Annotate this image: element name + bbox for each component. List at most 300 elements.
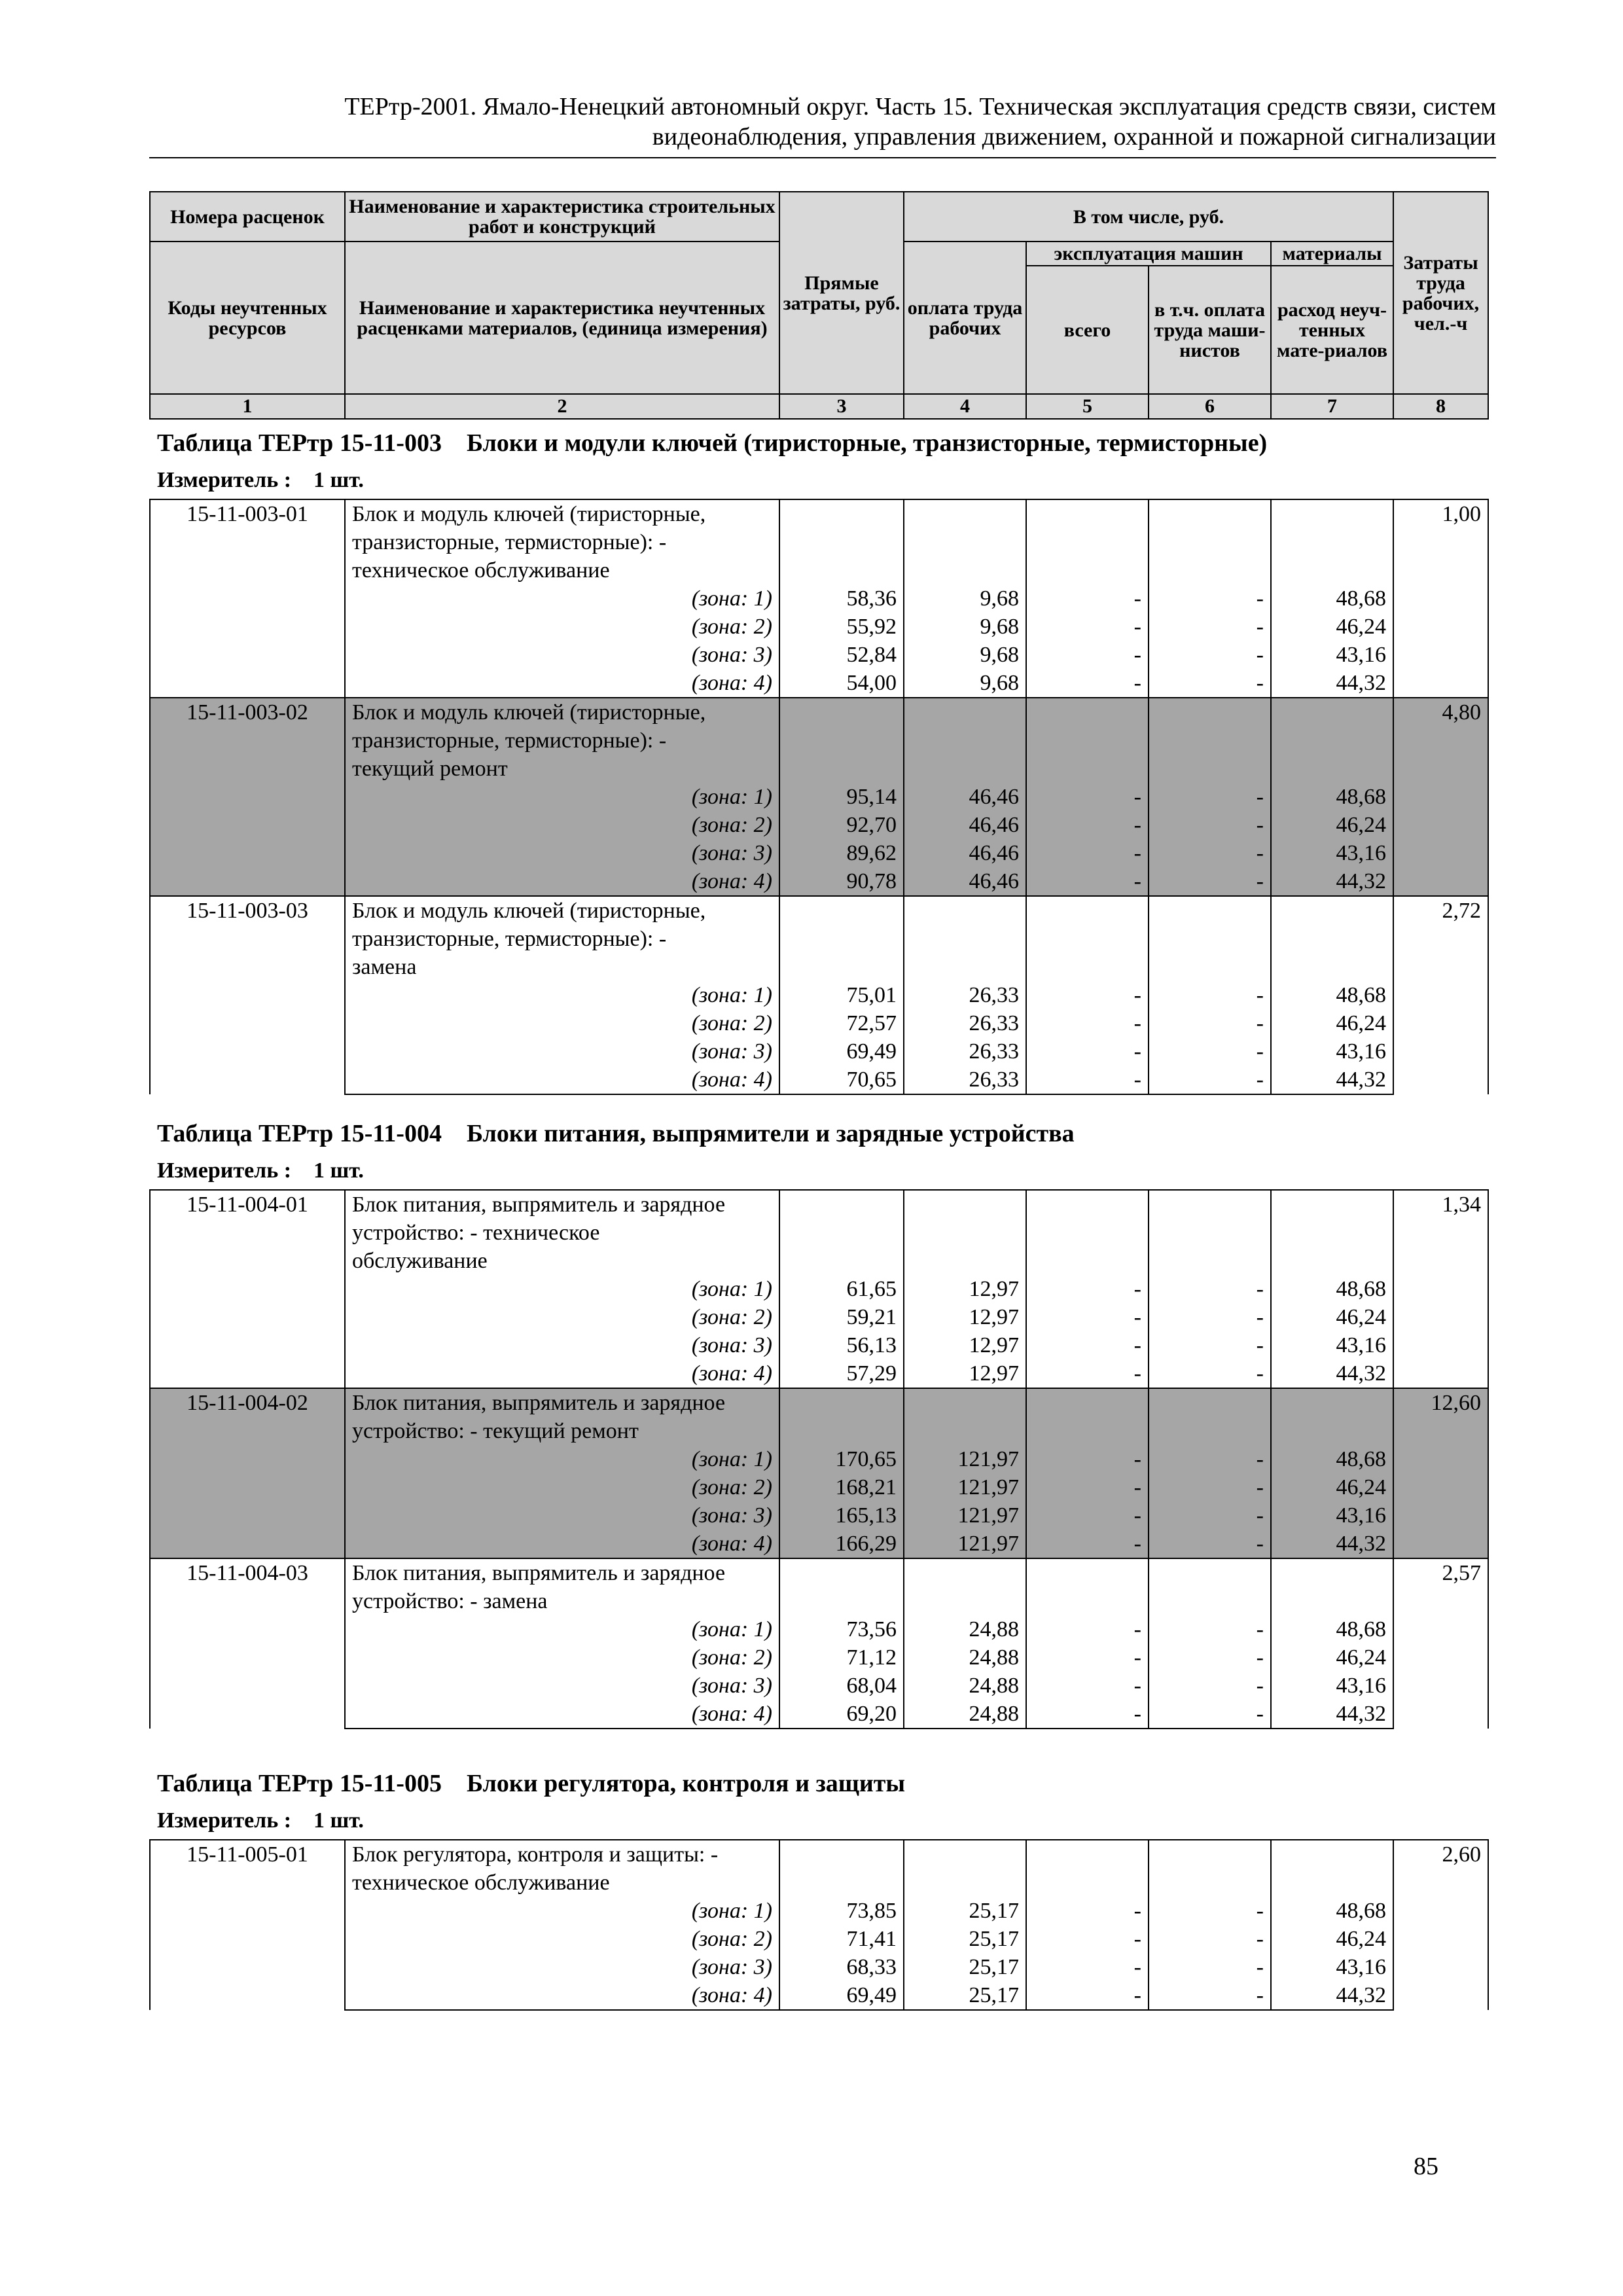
worker-wages: 12,97 <box>904 1303 1026 1331</box>
operator-wages: - <box>1149 1473 1271 1501</box>
materials-cost: 44,32 <box>1271 1530 1393 1558</box>
column-number: 1 <box>150 394 345 419</box>
labor-cost: 2,60 <box>1393 1840 1488 2010</box>
zone-row <box>150 839 1488 867</box>
header-materials-group: материалы <box>1271 242 1393 266</box>
rate-code: 15-11-004-03 <box>150 1558 345 1729</box>
empty-cell <box>1026 1388 1149 1445</box>
empty-cell <box>1026 1558 1149 1615</box>
zone-label: (зона: 2) <box>345 1473 779 1501</box>
operator-wages: - <box>1149 1925 1271 1953</box>
header-operator-wages: в т.ч. оплата труда маши-нистов <box>1149 266 1271 394</box>
rate-item-row <box>150 1558 1488 1615</box>
operator-wages: - <box>1149 1643 1271 1672</box>
direct-cost: 73,85 <box>779 1897 904 1925</box>
rate-name-line: Блок питания, выпрямитель и зарядное <box>352 1391 726 1415</box>
empty-cell <box>1149 499 1271 584</box>
empty-cell <box>1026 896 1149 981</box>
machines-total: - <box>1026 1953 1149 1981</box>
empty-cell <box>904 1190 1026 1275</box>
materials-cost: 48,68 <box>1271 584 1393 613</box>
rate-name-line: техническое обслуживание <box>352 558 610 583</box>
rate-code: 15-11-004-01 <box>150 1190 345 1388</box>
worker-wages: 12,97 <box>904 1331 1026 1359</box>
direct-cost: 61,65 <box>779 1275 904 1303</box>
zone-label: (зона: 3) <box>345 839 779 867</box>
rate-code: 15-11-003-03 <box>150 896 345 1094</box>
zone-row <box>150 1981 1488 2010</box>
machines-total: - <box>1026 1643 1149 1672</box>
zone-label: (зона: 3) <box>345 641 779 669</box>
machines-total: - <box>1026 1501 1149 1530</box>
materials-cost: 48,68 <box>1271 1445 1393 1473</box>
header-resource-codes: Коды неучтенных ресурсов <box>150 242 345 394</box>
machines-total: - <box>1026 669 1149 698</box>
rate-table <box>149 499 1489 1095</box>
materials-cost: 46,24 <box>1271 1303 1393 1331</box>
empty-cell <box>1271 499 1393 584</box>
column-number: 6 <box>1149 394 1271 419</box>
worker-wages: 9,68 <box>904 613 1026 641</box>
zone-label: (зона: 3) <box>345 1331 779 1359</box>
zone-label: (зона: 1) <box>345 1275 779 1303</box>
zone-label: (зона: 4) <box>345 1530 779 1558</box>
worker-wages: 12,97 <box>904 1359 1026 1388</box>
labor-cost: 12,60 <box>1393 1388 1488 1558</box>
rate-item-row <box>150 1388 1488 1445</box>
header-unaccounted-materials: расход неуч-тенных мате-риалов <box>1271 266 1393 394</box>
zone-label: (зона: 4) <box>345 867 779 896</box>
worker-wages: 24,88 <box>904 1615 1026 1643</box>
empty-cell <box>904 1558 1026 1615</box>
worker-wages: 24,88 <box>904 1643 1026 1672</box>
empty-cell <box>1026 499 1149 584</box>
direct-cost: 71,12 <box>779 1643 904 1672</box>
operator-wages: - <box>1149 1009 1271 1037</box>
operator-wages: - <box>1149 839 1271 867</box>
header-including-group: В том числе, руб. <box>904 192 1393 242</box>
zone-label: (зона: 3) <box>345 1672 779 1700</box>
operator-wages: - <box>1149 1953 1271 1981</box>
rate-name-line: транзисторные, термисторные): - <box>352 530 667 554</box>
header-material-name: Наименование и характеристика неучтенных расценками материалов, (единица измерения) <box>345 242 779 394</box>
direct-cost: 68,33 <box>779 1953 904 1981</box>
machines-total: - <box>1026 783 1149 811</box>
rate-name-line: обслуживание <box>352 1249 488 1273</box>
zone-row <box>150 669 1488 698</box>
running-header <box>149 92 1496 152</box>
materials-cost: 44,32 <box>1271 1066 1393 1094</box>
zone-row <box>150 641 1488 669</box>
zone-row <box>150 1473 1488 1501</box>
direct-cost: 75,01 <box>779 981 904 1009</box>
column-number: 3 <box>779 394 904 419</box>
empty-cell <box>1271 1190 1393 1275</box>
worker-wages: 24,88 <box>904 1700 1026 1729</box>
worker-wages: 12,97 <box>904 1275 1026 1303</box>
empty-cell <box>904 499 1026 584</box>
empty-cell <box>779 698 904 783</box>
materials-cost: 46,24 <box>1271 1925 1393 1953</box>
machines-total: - <box>1026 1897 1149 1925</box>
zone-row <box>150 1359 1488 1388</box>
header-machines-group: эксплуатация машин <box>1026 242 1271 266</box>
zone-label: (зона: 1) <box>345 1615 779 1643</box>
column-number: 8 <box>1393 394 1488 419</box>
direct-cost: 71,41 <box>779 1925 904 1953</box>
operator-wages: - <box>1149 981 1271 1009</box>
header-rate-numbers: Номера расценок <box>150 192 345 242</box>
direct-cost: 70,65 <box>779 1066 904 1094</box>
machines-total: - <box>1026 981 1149 1009</box>
direct-cost: 166,29 <box>779 1530 904 1558</box>
zone-row <box>150 1925 1488 1953</box>
zone-label: (зона: 4) <box>345 1359 779 1388</box>
worker-wages: 25,17 <box>904 1953 1026 1981</box>
rate-name-line: Блок регулятора, контроля и защиты: - <box>352 1842 719 1867</box>
zone-row <box>150 867 1488 896</box>
empty-cell <box>1026 698 1149 783</box>
direct-cost: 54,00 <box>779 669 904 698</box>
rate-item-row <box>150 499 1488 584</box>
direct-cost: 57,29 <box>779 1359 904 1388</box>
empty-cell <box>904 698 1026 783</box>
worker-wages: 24,88 <box>904 1672 1026 1700</box>
machines-total: - <box>1026 641 1149 669</box>
rate-name-line: устройство: - техническое <box>352 1221 600 1245</box>
materials-cost: 46,24 <box>1271 1473 1393 1501</box>
empty-cell <box>1271 1558 1393 1615</box>
machines-total: - <box>1026 1037 1149 1066</box>
zone-row <box>150 811 1488 839</box>
empty-cell <box>779 1388 904 1445</box>
direct-cost: 90,78 <box>779 867 904 896</box>
zone-label: (зона: 3) <box>345 1953 779 1981</box>
operator-wages: - <box>1149 1359 1271 1388</box>
empty-cell <box>779 499 904 584</box>
zone-label: (зона: 2) <box>345 811 779 839</box>
materials-cost: 44,32 <box>1271 1700 1393 1729</box>
empty-cell <box>1271 896 1393 981</box>
operator-wages: - <box>1149 1530 1271 1558</box>
empty-cell <box>1026 1190 1149 1275</box>
zone-label: (зона: 2) <box>345 1643 779 1672</box>
machines-total: - <box>1026 1275 1149 1303</box>
section-measure: Измеритель : 1 шт. <box>157 468 364 492</box>
header-direct-costs: Прямые затраты, руб. <box>779 192 904 394</box>
rate-name-line: устройство: - замена <box>352 1589 548 1613</box>
column-number: 4 <box>904 394 1026 419</box>
materials-cost: 48,68 <box>1271 981 1393 1009</box>
zone-label: (зона: 2) <box>345 1009 779 1037</box>
worker-wages: 26,33 <box>904 1066 1026 1094</box>
zone-row <box>150 1501 1488 1530</box>
zone-row <box>150 613 1488 641</box>
worker-wages: 9,68 <box>904 584 1026 613</box>
direct-cost: 58,36 <box>779 584 904 613</box>
rate-name <box>345 698 779 783</box>
machines-total: - <box>1026 1445 1149 1473</box>
section-title: Таблица ТЕРтр 15-11-005 Блоки регулятора, контроля и защиты <box>157 1770 906 1797</box>
worker-wages: 25,17 <box>904 1981 1026 2010</box>
operator-wages: - <box>1149 1897 1271 1925</box>
column-number: 5 <box>1026 394 1149 419</box>
empty-cell <box>779 1840 904 1897</box>
worker-wages: 26,33 <box>904 1009 1026 1037</box>
operator-wages: - <box>1149 1700 1271 1729</box>
rate-name-line: Блок питания, выпрямитель и зарядное <box>352 1561 726 1585</box>
machines-total: - <box>1026 1530 1149 1558</box>
zone-label: (зона: 1) <box>345 783 779 811</box>
rate-name-line: техническое обслуживание <box>352 1871 610 1895</box>
section-title: Таблица ТЕРтр 15-11-004 Блоки питания, выпрямители и зарядные устройства <box>157 1120 1075 1147</box>
direct-cost: 72,57 <box>779 1009 904 1037</box>
materials-cost: 44,32 <box>1271 1359 1393 1388</box>
zone-row <box>150 1037 1488 1066</box>
column-header-table <box>149 191 1489 420</box>
direct-cost: 68,04 <box>779 1672 904 1700</box>
worker-wages: 9,68 <box>904 669 1026 698</box>
worker-wages: 25,17 <box>904 1925 1026 1953</box>
direct-cost: 95,14 <box>779 783 904 811</box>
operator-wages: - <box>1149 867 1271 896</box>
zone-row <box>150 1066 1488 1094</box>
materials-cost: 48,68 <box>1271 1615 1393 1643</box>
direct-cost: 168,21 <box>779 1473 904 1501</box>
labor-cost: 1,00 <box>1393 499 1488 698</box>
header-worker-wages: оплата труда рабочих <box>904 242 1026 394</box>
rate-name-line: Блок и модуль ключей (тиристорные, <box>352 899 706 923</box>
zone-label: (зона: 4) <box>345 1700 779 1729</box>
rate-code: 15-11-003-02 <box>150 698 345 896</box>
operator-wages: - <box>1149 584 1271 613</box>
machines-total: - <box>1026 1066 1149 1094</box>
operator-wages: - <box>1149 1672 1271 1700</box>
machines-total: - <box>1026 1303 1149 1331</box>
section-title: Таблица ТЕРтр 15-11-003 Блоки и модули ключей (тиристорные, транзисторные, термисторные) <box>157 429 1268 457</box>
rate-name-line: замена <box>352 955 417 979</box>
materials-cost: 48,68 <box>1271 783 1393 811</box>
worker-wages: 26,33 <box>904 1037 1026 1066</box>
operator-wages: - <box>1149 1303 1271 1331</box>
materials-cost: 43,16 <box>1271 839 1393 867</box>
machines-total: - <box>1026 867 1149 896</box>
empty-cell <box>1149 1388 1271 1445</box>
rate-name-line: транзисторные, термисторные): - <box>352 927 667 951</box>
materials-cost: 43,16 <box>1271 1501 1393 1530</box>
worker-wages: 46,46 <box>904 839 1026 867</box>
empty-cell <box>1149 698 1271 783</box>
direct-cost: 69,49 <box>779 1037 904 1066</box>
zone-row <box>150 1700 1488 1729</box>
machines-total: - <box>1026 1473 1149 1501</box>
machines-total: - <box>1026 1359 1149 1388</box>
worker-wages: 121,97 <box>904 1501 1026 1530</box>
empty-cell <box>1149 1190 1271 1275</box>
section-measure: Измеритель : 1 шт. <box>157 1158 364 1183</box>
operator-wages: - <box>1149 1037 1271 1066</box>
operator-wages: - <box>1149 1445 1271 1473</box>
zone-label: (зона: 2) <box>345 1925 779 1953</box>
operator-wages: - <box>1149 613 1271 641</box>
operator-wages: - <box>1149 1981 1271 2010</box>
zone-label: (зона: 1) <box>345 1445 779 1473</box>
rate-name-line: Блок питания, выпрямитель и зарядное <box>352 1193 726 1217</box>
direct-cost: 89,62 <box>779 839 904 867</box>
operator-wages: - <box>1149 1066 1271 1094</box>
rate-name <box>345 896 779 981</box>
zone-row <box>150 1331 1488 1359</box>
worker-wages: 46,46 <box>904 867 1026 896</box>
direct-cost: 73,56 <box>779 1615 904 1643</box>
operator-wages: - <box>1149 1275 1271 1303</box>
empty-cell <box>904 1840 1026 1897</box>
rate-table <box>149 1189 1489 1729</box>
direct-cost: 170,65 <box>779 1445 904 1473</box>
rate-name-line: транзисторные, термисторные): - <box>352 728 667 753</box>
machines-total: - <box>1026 811 1149 839</box>
rate-code: 15-11-004-02 <box>150 1388 345 1558</box>
direct-cost: 165,13 <box>779 1501 904 1530</box>
column-number: 2 <box>345 394 779 419</box>
direct-cost: 69,49 <box>779 1981 904 2010</box>
materials-cost: 43,16 <box>1271 1953 1393 1981</box>
zone-label: (зона: 4) <box>345 1066 779 1094</box>
empty-cell <box>779 1558 904 1615</box>
running-header-line-1: ТЕРтр-2001. Ямало-Ненецкий автономный округ. Часть 15. Техническая эксплуатация средств связи, систем <box>344 93 1496 120</box>
rate-item-row <box>150 1190 1488 1275</box>
rate-name-line: Блок и модуль ключей (тиристорные, <box>352 502 706 526</box>
zone-row <box>150 1615 1488 1643</box>
empty-cell <box>779 1190 904 1275</box>
rate-name <box>345 1190 779 1275</box>
labor-cost: 2,72 <box>1393 896 1488 1094</box>
machines-total: - <box>1026 1925 1149 1953</box>
zone-row <box>150 1009 1488 1037</box>
rate-name <box>345 499 779 584</box>
rate-name <box>345 1388 779 1445</box>
zone-row <box>150 1530 1488 1558</box>
machines-total: - <box>1026 1981 1149 2010</box>
empty-cell <box>1149 1558 1271 1615</box>
materials-cost: 44,32 <box>1271 669 1393 698</box>
empty-cell <box>1271 1840 1393 1897</box>
worker-wages: 46,46 <box>904 811 1026 839</box>
empty-cell <box>1149 1840 1271 1897</box>
zone-label: (зона: 1) <box>345 1897 779 1925</box>
header-rule <box>149 157 1496 158</box>
zone-label: (зона: 3) <box>345 1501 779 1530</box>
machines-total: - <box>1026 1331 1149 1359</box>
rate-item-row <box>150 698 1488 783</box>
zone-row <box>150 1897 1488 1925</box>
direct-cost: 52,84 <box>779 641 904 669</box>
empty-cell <box>904 896 1026 981</box>
zone-label: (зона: 3) <box>345 1037 779 1066</box>
zone-label: (зона: 2) <box>345 613 779 641</box>
operator-wages: - <box>1149 669 1271 698</box>
empty-cell <box>1149 896 1271 981</box>
zone-row <box>150 783 1488 811</box>
operator-wages: - <box>1149 783 1271 811</box>
materials-cost: 46,24 <box>1271 1643 1393 1672</box>
direct-cost: 59,21 <box>779 1303 904 1331</box>
materials-cost: 48,68 <box>1271 1897 1393 1925</box>
materials-cost: 43,16 <box>1271 1037 1393 1066</box>
empty-cell <box>779 896 904 981</box>
operator-wages: - <box>1149 1331 1271 1359</box>
operator-wages: - <box>1149 641 1271 669</box>
machines-total: - <box>1026 839 1149 867</box>
materials-cost: 48,68 <box>1271 1275 1393 1303</box>
zone-row <box>150 1953 1488 1981</box>
materials-cost: 43,16 <box>1271 1672 1393 1700</box>
worker-wages: 121,97 <box>904 1530 1026 1558</box>
materials-cost: 43,16 <box>1271 641 1393 669</box>
rate-name-line: устройство: - текущий ремонт <box>352 1419 639 1443</box>
materials-cost: 46,24 <box>1271 613 1393 641</box>
zone-label: (зона: 4) <box>345 669 779 698</box>
section-measure: Измеритель : 1 шт. <box>157 1808 364 1833</box>
worker-wages: 9,68 <box>904 641 1026 669</box>
direct-cost: 69,20 <box>779 1700 904 1729</box>
header-labor-costs: Затраты труда рабочих, чел.-ч <box>1393 192 1488 394</box>
running-header-line-2: видеонаблюдения, управления движением, охранной и пожарной сигнализации <box>652 123 1496 151</box>
direct-cost: 56,13 <box>779 1331 904 1359</box>
zone-row <box>150 1303 1488 1331</box>
machines-total: - <box>1026 1615 1149 1643</box>
materials-cost: 46,24 <box>1271 811 1393 839</box>
worker-wages: 26,33 <box>904 981 1026 1009</box>
zone-row <box>150 1275 1488 1303</box>
operator-wages: - <box>1149 1501 1271 1530</box>
machines-total: - <box>1026 1672 1149 1700</box>
worker-wages: 46,46 <box>904 783 1026 811</box>
labor-cost: 1,34 <box>1393 1190 1488 1388</box>
machines-total: - <box>1026 613 1149 641</box>
zone-row <box>150 981 1488 1009</box>
empty-cell <box>1271 698 1393 783</box>
rate-name-line: текущий ремонт <box>352 757 508 781</box>
labor-cost: 2,57 <box>1393 1558 1488 1729</box>
materials-cost: 44,32 <box>1271 1981 1393 2010</box>
zone-row <box>150 1643 1488 1672</box>
machines-total: - <box>1026 1700 1149 1729</box>
empty-cell <box>1026 1840 1149 1897</box>
operator-wages: - <box>1149 1615 1271 1643</box>
column-number: 7 <box>1271 394 1393 419</box>
machines-total: - <box>1026 1009 1149 1037</box>
zone-label: (зона: 4) <box>345 1981 779 2010</box>
direct-cost: 55,92 <box>779 613 904 641</box>
zone-label: (зона: 1) <box>345 981 779 1009</box>
materials-cost: 44,32 <box>1271 867 1393 896</box>
worker-wages: 121,97 <box>904 1445 1026 1473</box>
direct-cost: 92,70 <box>779 811 904 839</box>
rate-item-row <box>150 1840 1488 1897</box>
operator-wages: - <box>1149 811 1271 839</box>
header-machines-total: всего <box>1026 266 1149 394</box>
worker-wages: 121,97 <box>904 1473 1026 1501</box>
rate-name <box>345 1840 779 1897</box>
machines-total: - <box>1026 584 1149 613</box>
header-work-name: Наименование и характеристика строительных работ и конструкций <box>345 192 779 242</box>
materials-cost: 46,24 <box>1271 1009 1393 1037</box>
rate-name-line: Блок и модуль ключей (тиристорные, <box>352 700 706 725</box>
rate-code: 15-11-003-01 <box>150 499 345 698</box>
rate-name <box>345 1558 779 1615</box>
zone-label: (зона: 1) <box>345 584 779 613</box>
